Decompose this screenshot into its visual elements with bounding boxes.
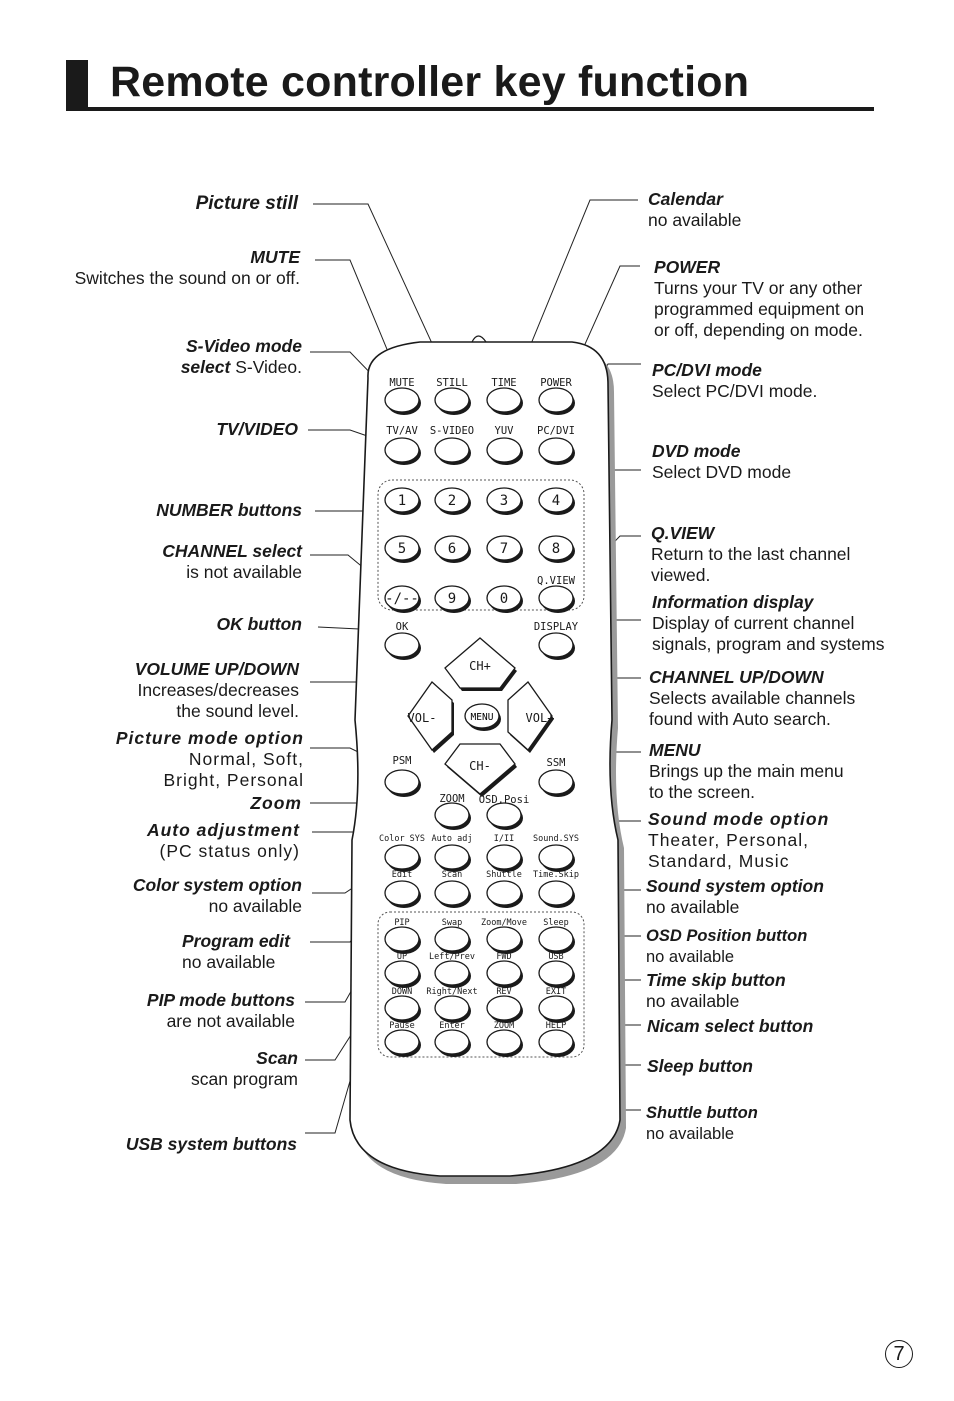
1-label: 1 (397, 493, 407, 509)
page-title: Remote controller key function (110, 58, 750, 106)
exit-label: EXIT (545, 987, 567, 997)
label-tv-video: TV/VIDEO (216, 419, 298, 439)
label-nicam: Nicam select button (647, 1016, 814, 1036)
vol-label: VOL- (407, 711, 437, 725)
left-prev-label: Left/Prev (428, 952, 476, 962)
rev-label: REV (496, 987, 512, 997)
label-chupdown: CHANNEL UP/DOWN Selects available channels found with Auto search. (649, 667, 856, 729)
5-label: 5 (397, 541, 407, 557)
label-usb: USB system buttons (125, 1134, 297, 1154)
sleep-label: Sleep (543, 918, 569, 928)
menu-label: MENU (470, 712, 494, 723)
swap-label: Swap (441, 918, 463, 928)
label-calendar: Calendar no available (648, 189, 742, 230)
label-volume: VOLUME UP/DOWN Increases/decreases the sound level. (134, 659, 299, 721)
8-label: 8 (551, 541, 561, 557)
label-shuttle: Shuttle button no available (646, 1104, 758, 1143)
vol-label: VOL+ (525, 711, 555, 725)
label-zoom: Zoom (250, 793, 302, 813)
pc-dvi-label: PC/DVI (537, 425, 575, 437)
label-power: POWER Turns your TV or any other programmed equipment on or off, depending on mode. (654, 257, 865, 340)
label-menu: MENU Brings up the main menu to the screen. (649, 740, 844, 802)
label-qview: Q.VIEW Return to the last channel viewed. (651, 523, 851, 585)
label-sound-mode: Sound mode option Theater, Personal, Standard, Music (648, 809, 830, 871)
scan-label: Scan (441, 870, 463, 880)
ch-label: CH+ (469, 659, 491, 673)
label-ok: OK button (216, 614, 302, 634)
3-label: 3 (499, 493, 509, 509)
label-program-edit: Program edit no available (182, 931, 290, 972)
psm-label: PSM (392, 755, 412, 767)
mute-label: MUTE (389, 377, 415, 389)
tv-av-button[interactable] (385, 425, 421, 465)
still-button[interactable] (435, 377, 471, 415)
zoom-label: ZOOM (493, 1021, 515, 1031)
label-picture-mode: Picture mode option Normal, Soft, Bright, Personal (115, 728, 304, 790)
tv-av-label: TV/AV (386, 425, 418, 437)
label-mute: MUTE Switches the sound on or off. (74, 247, 300, 288)
power-label: POWER (540, 377, 572, 389)
yuv-label: YUV (494, 425, 514, 437)
edit-label: Edit (391, 870, 413, 880)
zoom-move-label: Zoom/Move (480, 918, 528, 928)
label-timeskip: Time skip button no available (646, 970, 786, 1011)
sound-sys-label: Sound.SYS (532, 834, 580, 844)
shuttle-label: Shuttle (486, 870, 522, 880)
s-video-label: S-VIDEO (429, 425, 475, 437)
down-label: DOWN (391, 987, 413, 997)
display-label: DISPLAY (533, 621, 579, 633)
shuttle-button[interactable] (486, 870, 523, 908)
i-ii-label: I/II (493, 834, 515, 844)
fwd-label: FWD (496, 952, 512, 962)
right-next-label: Right/Next (426, 987, 478, 997)
label-channel-select: CHANNEL select is not available (162, 541, 302, 582)
ch-label: CH- (469, 759, 491, 773)
9-label: 9 (447, 591, 457, 607)
up-label: UP (396, 952, 408, 962)
q-view-label: Q.VIEW (537, 575, 575, 587)
label-sleep: Sleep button (647, 1056, 753, 1076)
power-button[interactable] (539, 377, 575, 415)
label-pcdvi: PC/DVI mode Select PC/DVI mode. (652, 360, 818, 401)
label-color-system: Color system option no available (132, 875, 302, 916)
color-sys-label: Color SYS (378, 834, 426, 844)
6-label: 6 (447, 541, 457, 557)
zoom-label: ZOOM (439, 793, 465, 805)
label-sound-system: Sound system option no available (646, 876, 824, 917)
label-svideo: S-Video mode select S-Video. (180, 336, 302, 377)
page-number: 7 (885, 1340, 913, 1368)
time-skip-label: Time.Skip (532, 870, 580, 880)
pause-label: Pause (389, 1021, 415, 1031)
ssm-label: SSM (546, 757, 566, 769)
key-label: -/-- (385, 591, 419, 607)
label-autoadj: Auto adjustment (PC status only) (146, 820, 300, 861)
osd-posi-label: OSD.Posi (478, 794, 530, 806)
label-dvd: DVD mode Select DVD mode (652, 441, 792, 482)
ok-label: OK (395, 621, 409, 633)
label-info: Information display Display of current channel signals, program and systems (652, 592, 885, 654)
label-pip: PIP mode buttons are not available (146, 990, 295, 1031)
0-label: 0 (499, 591, 509, 607)
still-label: STILL (436, 377, 468, 389)
pip-label: PIP (394, 918, 410, 928)
help-label: HELP (545, 1021, 567, 1031)
2-label: 2 (447, 493, 457, 509)
auto-adj-label: Auto adj (431, 834, 473, 844)
time-label: TIME (491, 377, 517, 389)
4-label: 4 (551, 493, 561, 509)
label-picture-still: Picture still (195, 193, 298, 214)
usb-label: USB (548, 952, 564, 962)
enter-label: Enter (439, 1021, 465, 1031)
label-osd: OSD Position button no available (646, 927, 808, 966)
label-scan: Scan scan program (191, 1048, 298, 1089)
7-label: 7 (499, 541, 509, 557)
label-number: NUMBER buttons (156, 500, 302, 520)
